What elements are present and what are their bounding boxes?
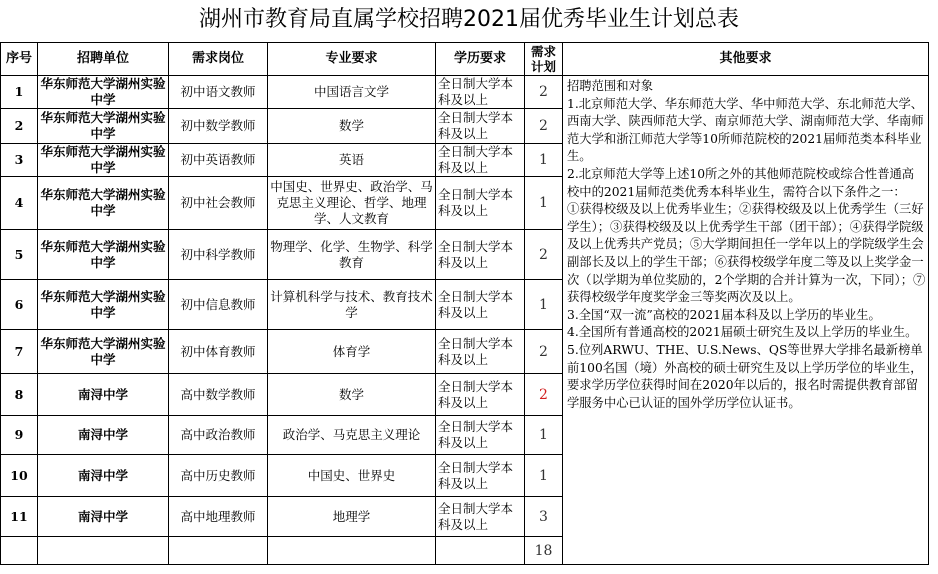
cell-unit: 南浔中学 bbox=[38, 497, 169, 537]
cell-index: 2 bbox=[1, 109, 38, 144]
recruitment-table bbox=[0, 42, 929, 565]
requirement-item: ①获得校级及以上优秀毕业生；②获得校级及以上优秀学生（三好学生）；③获得校级及以上优秀学生干部（团干部）；④获得学院级及以上优秀共产党员；⑤大学期间担任一学年以上的学院级学生会副部长及以上的学生干部；⑥获得校级学年度二等及以上奖学金一次（以学期为单位奖励的，2个学期的合并计算为一次，下同）；⑦获得校级学年度奖学金三等奖两次及以上。 bbox=[567, 202, 926, 305]
header-index: 序号 bbox=[1, 43, 38, 76]
cell-unit: 华东师范大学湖州实验中学 bbox=[38, 280, 169, 330]
cell-plan: 2 bbox=[525, 230, 563, 280]
cell-index: 4 bbox=[1, 177, 38, 230]
cell-plan: 1 bbox=[525, 280, 563, 330]
cell-major: 计算机科学与技术、教育技术学 bbox=[268, 280, 436, 330]
cell-unit: 南浔中学 bbox=[38, 374, 169, 416]
cell-index: 7 bbox=[1, 330, 38, 374]
cell-education: 全日制大学本科及以上 bbox=[436, 497, 525, 537]
empty-cell bbox=[169, 537, 268, 565]
header-plan: 需求计划 bbox=[525, 43, 563, 76]
cell-plan: 1 bbox=[525, 144, 563, 177]
cell-plan: 1 bbox=[525, 177, 563, 230]
cell-position: 高中历史教师 bbox=[169, 455, 268, 497]
cell-index: 6 bbox=[1, 280, 38, 330]
cell-position: 初中英语教师 bbox=[169, 144, 268, 177]
cell-major: 物理学、化学、生物学、科学教育 bbox=[268, 230, 436, 280]
cell-education: 全日制大学本科及以上 bbox=[436, 280, 525, 330]
cell-position: 初中数学教师 bbox=[169, 109, 268, 144]
empty-cell bbox=[38, 537, 169, 565]
table-header-row bbox=[1, 43, 929, 76]
cell-plan: 3 bbox=[525, 497, 563, 537]
requirement-item: 2.北京师范大学等上述10所之外的其他师范院校或综合性普通高校中的2021届师范类优秀本科毕业生，需符合以下条件之一： bbox=[567, 166, 915, 199]
table-row bbox=[1, 76, 929, 109]
empty-cell bbox=[1, 537, 38, 565]
header-unit: 招聘单位 bbox=[38, 43, 169, 76]
cell-education: 全日制大学本科及以上 bbox=[436, 76, 525, 109]
cell-index: 3 bbox=[1, 144, 38, 177]
requirement-item: 5.位列ARWU、THE、U.S.News、QS等世界大学排名最新榜单前100名国（境）外高校的硕士研究生及以上学历学位的毕业生，要求学历学位获得时间在2020年以后的，报名时需提供教育部留学服务中心已认证的国外学历学位认证书。 bbox=[567, 342, 923, 410]
cell-education: 全日制大学本科及以上 bbox=[436, 455, 525, 497]
requirement-item: 1.北京师范大学、华东师范大学、华中师范大学、东北师范大学、西南大学、陕西师范大学、南京师范大学、湖南师范大学、华南师范大学和浙江师范大学等10所师范院校的2021届师范类本科毕业生。 bbox=[567, 96, 924, 164]
page-title: 湖州市教育局直属学校招聘2021届优秀毕业生计划总表 bbox=[199, 7, 739, 32]
cell-education: 全日制大学本科及以上 bbox=[436, 416, 525, 455]
cell-unit: 华东师范大学湖州实验中学 bbox=[38, 76, 169, 109]
cell-unit: 华东师范大学湖州实验中学 bbox=[38, 330, 169, 374]
cell-education: 全日制大学本科及以上 bbox=[436, 177, 525, 230]
cell-education: 全日制大学本科及以上 bbox=[436, 144, 525, 177]
cell-unit: 华东师范大学湖州实验中学 bbox=[38, 177, 169, 230]
cell-plan: 2 bbox=[525, 330, 563, 374]
cell-plan: 2 bbox=[525, 109, 563, 144]
cell-index: 10 bbox=[1, 455, 38, 497]
cell-position: 初中科学教师 bbox=[169, 230, 268, 280]
cell-unit: 华东师范大学湖州实验中学 bbox=[38, 230, 169, 280]
empty-cell bbox=[268, 537, 436, 565]
requirement-item: 4.全国所有普通高校的2021届硕士研究生及以上学历的毕业生。 bbox=[567, 325, 918, 340]
cell-plan: 2 bbox=[525, 374, 563, 416]
cell-plan: 1 bbox=[525, 455, 563, 497]
cell-unit: 华东师范大学湖州实验中学 bbox=[38, 109, 169, 144]
cell-position: 初中信息教师 bbox=[169, 280, 268, 330]
cell-education: 全日制大学本科及以上 bbox=[436, 374, 525, 416]
cell-index: 9 bbox=[1, 416, 38, 455]
cell-major: 体育学 bbox=[268, 330, 436, 374]
cell-major: 中国语言文学 bbox=[268, 76, 436, 109]
cell-position: 初中体育教师 bbox=[169, 330, 268, 374]
cell-major: 数学 bbox=[268, 374, 436, 416]
cell-unit: 南浔中学 bbox=[38, 455, 169, 497]
cell-education: 全日制大学本科及以上 bbox=[436, 330, 525, 374]
cell-position: 初中社会教师 bbox=[169, 177, 268, 230]
other-requirements-cell bbox=[563, 76, 929, 565]
requirements-heading: 招聘范围和对象 bbox=[567, 79, 654, 93]
cell-major: 政治学、马克思主义理论 bbox=[268, 416, 436, 455]
cell-major: 英语 bbox=[268, 144, 436, 177]
requirement-item: 3.全国“双一流”高校的2021届本科及以上学历的毕业生。 bbox=[567, 307, 881, 322]
cell-total-plan: 18 bbox=[525, 537, 563, 565]
cell-unit: 华东师范大学湖州实验中学 bbox=[38, 144, 169, 177]
header-position: 需求岗位 bbox=[169, 43, 268, 76]
cell-major: 中国史、世界史、政治学、马克思主义理论、哲学、地理学、人文教育 bbox=[268, 177, 436, 230]
empty-cell bbox=[436, 537, 525, 565]
cell-position: 高中地理教师 bbox=[169, 497, 268, 537]
cell-position: 初中语文教师 bbox=[169, 76, 268, 109]
cell-education: 全日制大学本科及以上 bbox=[436, 230, 525, 280]
cell-education: 全日制大学本科及以上 bbox=[436, 109, 525, 144]
header-education: 学历要求 bbox=[436, 43, 525, 76]
cell-major: 数学 bbox=[268, 109, 436, 144]
cell-position: 高中政治教师 bbox=[169, 416, 268, 455]
header-other: 其他要求 bbox=[563, 43, 929, 76]
cell-index: 1 bbox=[1, 76, 38, 109]
header-major: 专业要求 bbox=[268, 43, 436, 76]
cell-unit: 南浔中学 bbox=[38, 416, 169, 455]
cell-index: 5 bbox=[1, 230, 38, 280]
cell-major: 中国史、世界史 bbox=[268, 455, 436, 497]
cell-index: 11 bbox=[1, 497, 38, 537]
cell-position: 高中数学教师 bbox=[169, 374, 268, 416]
cell-plan: 2 bbox=[525, 76, 563, 109]
cell-plan: 1 bbox=[525, 416, 563, 455]
cell-index: 8 bbox=[1, 374, 38, 416]
cell-major: 地理学 bbox=[268, 497, 436, 537]
